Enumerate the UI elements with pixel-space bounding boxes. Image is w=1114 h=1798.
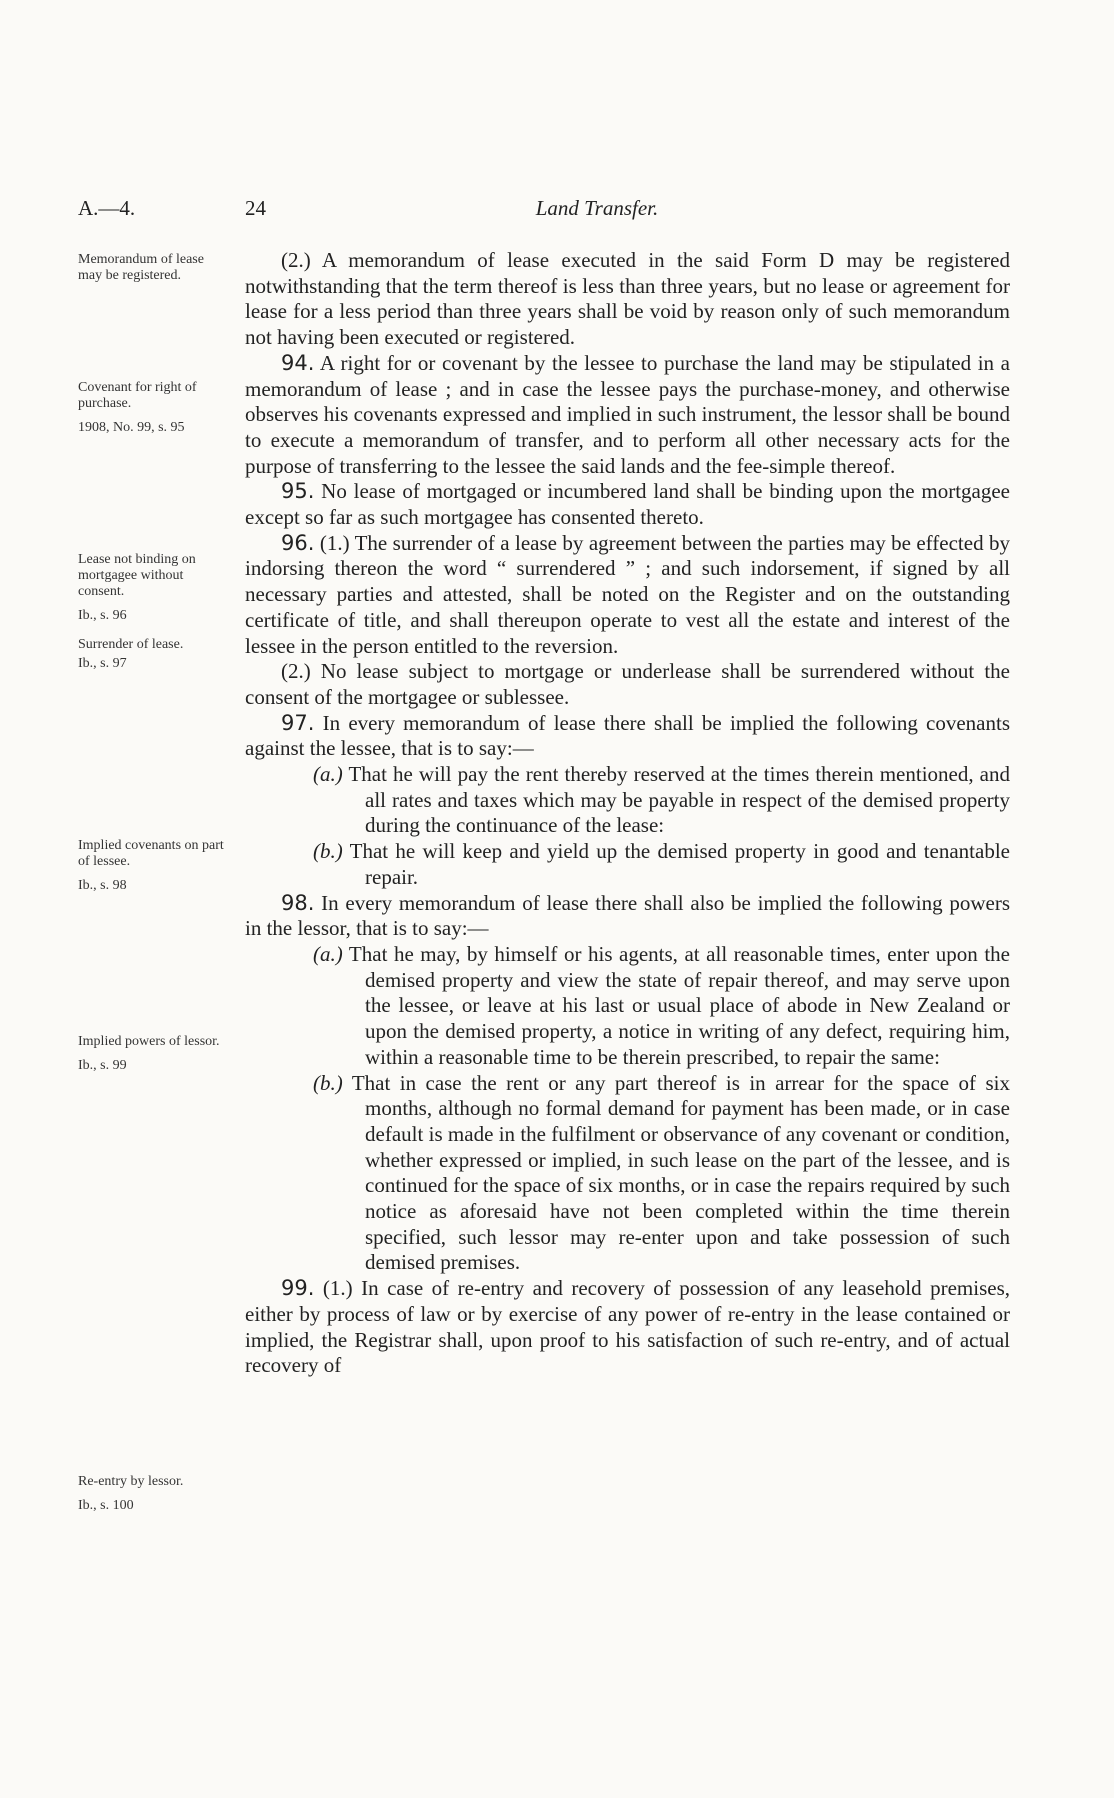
- margin-note-implied-powers: [78, 1034, 228, 1074]
- item-text: That he will pay the rent thereby reserved at the times therein mentioned, and all rates and taxes which may be payable in respect of the demised property during the continuance of the lease:: [348, 762, 1010, 838]
- section-97-b: [245, 839, 1010, 890]
- section-text: In every memorandum of lease there shall also be implied the following powers in the lessor, that is to say:—: [245, 890, 1010, 941]
- margin-note-citation: Ib., s. 100: [78, 1498, 134, 1513]
- margin-note-citation: Ib., s. 97: [78, 656, 127, 671]
- header-page-number: 24: [245, 196, 266, 220]
- section-98: [245, 891, 1010, 942]
- section-text: (1.) In case of re-entry and recovery of possession of any leasehold premises, either by process of law or by exercise of any power of re-entry in the lease contained or implied, the Registrar shall, upon proof to his satisfaction of such re-entry, and of actual recovery of: [245, 1276, 1011, 1378]
- section-94: [245, 351, 1010, 480]
- margin-note-citation: 1908, No. 99, s. 95: [78, 420, 185, 435]
- body-text: [245, 248, 1010, 1379]
- margin-note-memorandum: [78, 252, 228, 284]
- header-section-code: A.—4.: [78, 196, 136, 220]
- section-97-a: [245, 762, 1010, 839]
- margin-note-citation: Ib., s. 96: [78, 608, 127, 623]
- section-text: In every memorandum of lease there shall be implied the following covenants against the lessee, that is to say:—: [245, 710, 1010, 761]
- margin-note-text: Re-entry by lessor.: [78, 1474, 184, 1489]
- section-95: [245, 479, 1010, 530]
- item-label: (a.): [313, 762, 343, 787]
- margin-note-surrender: [78, 637, 228, 672]
- margin-note-text: Implied powers of lessor.: [78, 1034, 220, 1049]
- margin-note-text: Surrender of lease.: [78, 637, 184, 652]
- section-number: 96.: [281, 530, 315, 555]
- section-number: 98.: [281, 890, 315, 915]
- margin-note-citation: Ib., s. 98: [78, 878, 127, 893]
- item-label: (b.): [313, 839, 343, 864]
- section-99: [245, 1276, 1010, 1379]
- section-96: [245, 531, 1010, 660]
- margin-note-citation: Ib., s. 99: [78, 1058, 127, 1073]
- margin-note-re-entry: [78, 1474, 228, 1514]
- section-number: 97.: [281, 710, 315, 735]
- item-label: (b.): [313, 1070, 343, 1095]
- section-number: 95.: [281, 479, 315, 504]
- item-text: That in case the rent or any part thereof is in arrear for the space of six months, although no formal demand for payment has been made, or in case default is made in the fulfilment or observance of any covenant or condition, whether expressed or implied, in such lease on the part of the lessee, and is continued for the space of six months, or in case the repairs required by such notice as aforesaid have not been completed within the time therein specified, such lessor may re-enter upon and take possession of such demised premises.: [351, 1070, 1010, 1275]
- margin-note-text: Memorandum of lease may be registered.: [78, 252, 204, 283]
- section-text: No lease of mortgaged or incumbered land shall be binding upon the mortgagee except so far as such mortgagee has consented thereto.: [245, 479, 1010, 530]
- section-98-b: [245, 1071, 1010, 1277]
- section-97: [245, 711, 1010, 762]
- item-text: That he may, by himself or his agents, at all reasonable times, enter upon the demised property and view the state of repair thereof, and may serve upon the lessee, or leave at his last or usual place of abode in New Zealand or upon the demised property, a notice in writing of any defect, requiring him, within a reasonable time to be therein prescribed, to repair the same:: [348, 941, 1010, 1069]
- section-number: 99.: [281, 1276, 315, 1301]
- header-title: Land Transfer.: [535, 196, 659, 220]
- margin-note-text: Lease not binding on mortgagee without consent.: [78, 552, 196, 599]
- section-98-a: [245, 942, 1010, 1071]
- section-number: 94.: [281, 350, 315, 375]
- margin-note-lease-not-binding: [78, 552, 228, 624]
- margin-note-implied-covenants: [78, 838, 228, 894]
- item-label: (a.): [313, 941, 343, 966]
- margin-note-text: Implied covenants on part of lessee.: [78, 838, 224, 869]
- section-96-2: (2.) No lease subject to mortgage or underlease shall be surrendered without the consent of the mortgagee or sublessee.: [245, 659, 1010, 709]
- margin-note-text: Covenant for right of purchase.: [78, 380, 197, 411]
- margin-note-covenant: [78, 380, 228, 436]
- section-text: A right for or covenant by the lessee to purchase the land may be stipulated in a memorandum of lease ; and in case the lessee pays the purchase-money, and otherwise observes his covenants expressed and implied in such instrument, the lessor shall be bound to execute a memorandum of transfer, and to perform all other necessary acts for the purpose of transferring to the lessee the said lands and the fee-simple thereof.: [245, 350, 1010, 478]
- item-text: That he will keep and yield up the demised property in good and tenantable repair.: [349, 839, 1010, 889]
- paragraph-93-2: (2.) A memorandum of lease executed in the said Form D may be registered notwithstanding that the term thereof is less than three years, but no lease or agreement for lease for a less period than three years shall be void by reason only of such memorandum not having been executed or registered.: [245, 248, 1010, 350]
- section-text: (1.) The surrender of a lease by agreement between the parties may be effected by indorsing thereon the word “ surrendered ” ; and such indorsement, if signed by all necessary parties and attested, shall be noted on the Register and on the outstanding certificate of title, and shall thereupon operate to vest all the estate and interest of the lessee in the person entitled to the reversion.: [245, 530, 1010, 658]
